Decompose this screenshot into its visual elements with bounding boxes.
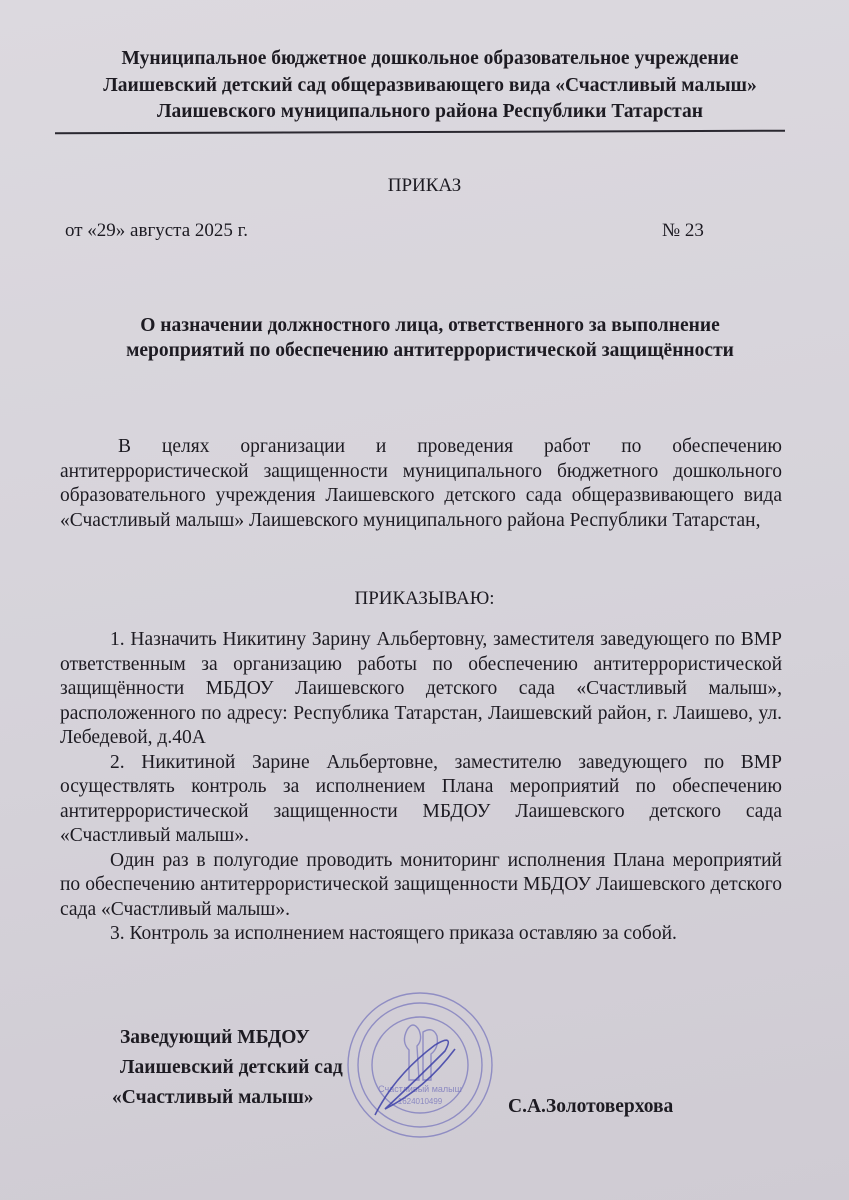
signer-org-name: «Счастливый малыш» [112,1087,314,1108]
signer-name: С.А.Золотоверхова [508,1096,674,1117]
organization-header [60,46,800,126]
preamble-paragraph: В целях организации и проведения работ по обеспечению антитеррористической защищенности муниципального бюджетного дошкольного образовательного учреждения Лаишевского детского сада общеразвивающего вида «Счастливый малыш» Лаишевского муниципального района Республики Татарстан, [60,436,782,531]
order-item: 1. Назначить Никитину Зарину Альбертовну, заместителя заведующего по ВМР ответственным за организацию работы по обеспечению антитеррористической защищённости МБДОУ Лаишевского детского сада «Счастливый малыш», расположенного по адресу: Республика Татарстан, Лаишевский район, г. Лаишево, ул. Лебедевой, д.40А [60,629,782,748]
header-line: Лаишевский детский сад общеразвивающего вида «Счастливый малыш» [103,74,757,96]
header-line: Муниципальное бюджетное дошкольное образовательное учреждение [121,48,739,69]
document-number: № 23 [662,220,704,241]
document-date: от «29» августа 2025 г. [65,220,249,241]
svg-text:Счастливый малыш: Счастливый малыш [378,1084,462,1094]
order-word: ПРИКАЗЫВАЮ: [354,588,495,609]
header-divider [55,130,785,135]
document-type: ПРИКАЗ [387,175,462,196]
svg-text:1624010499: 1624010499 [397,1097,443,1106]
signer-org: Лаишевский детский сад [120,1057,343,1078]
document-title [60,313,800,363]
order-items [60,628,782,947]
title-line: мероприятий по обеспечению антитеррористической защищённости [126,340,734,361]
order-item: Один раз в полугодие проводить мониторинг исполнения Плана мероприятий по обеспечению антитеррористической защищенности МБДОУ Лаишевского детского сада «Счастливый малыш». [60,849,782,920]
order-item: 3. Контроль за исполнением настоящего приказа оставляю за собой. [110,923,677,944]
official-stamp-icon [345,990,495,1140]
title-line: О назначении должностного лица, ответственного за выполнение [140,315,720,336]
signature-block [112,1023,343,1113]
header-line: Лаишевского муниципального района Республики Татарстан [157,101,703,122]
signer-position: Заведующий МБДОУ [120,1027,310,1048]
order-item: 2. Никитиной Зарине Альбертовне, заместителю заведующего по ВМР осуществлять контроль за исполнением Плана мероприятий по обеспечению антитеррористической защищенности МБДОУ Лаишевского детского сада «Счастливый малыш». [60,751,782,846]
